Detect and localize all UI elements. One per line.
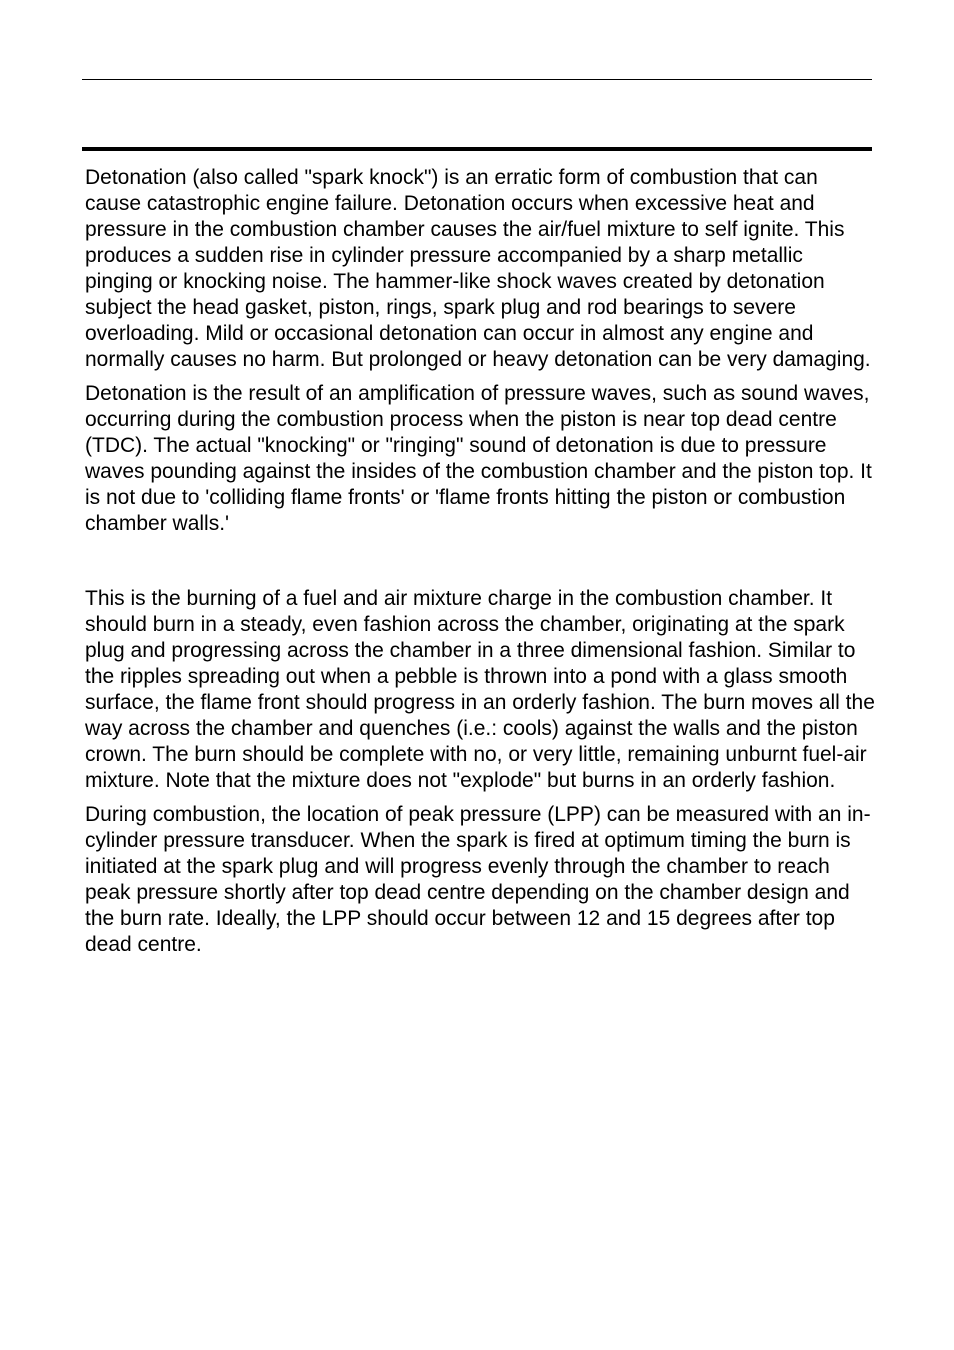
section-spacer bbox=[85, 537, 875, 586]
paragraph-spacer bbox=[85, 373, 875, 381]
document-body bbox=[85, 165, 875, 958]
paragraph-normal-combustion: This is the burning of a fuel and air mixture charge in the combustion chamber. It should burn in a steady, even fashion across the chamber, originating at the spark plug and progressing across the chamber in a three dimensional fashion. Similar to the ripples spreading out when a pebble is thrown into a pond with a glass smooth surface, the flame front should progress in an orderly fashion. The burn moves all the way across the chamber and quenches (i.e.: cools) against the walls and the piston crown. The burn should be complete with no, or very little, remaining unburnt fuel-air mixture. Note that the mixture does not "explode" but burns in an orderly fashion. bbox=[85, 587, 875, 792]
section-rule bbox=[82, 147, 872, 151]
paragraph-spacer bbox=[85, 794, 875, 802]
header-rule bbox=[82, 79, 872, 80]
paragraph-peak-pressure: During combustion, the location of peak pressure (LPP) can be measured with an in-cylinder pressure transducer. When the spark is fired at optimum timing the burn is initiated at the spark plug and will progress evenly through the chamber to reach peak pressure shortly after top dead centre depending on the chamber design and the burn rate. Ideally, the LPP should occur between 12 and 15 degrees after top dead centre. bbox=[85, 803, 871, 956]
paragraph-detonation-cause: Detonation is the result of an amplification of pressure waves, such as sound waves, occurring during the combustion process when the piston is near top dead centre (TDC). The actual "knocking" or "ringing" sound of detonation is due to pressure waves pounding against the insides of the combustion chamber and the piston top. It is not due to 'colliding flame fronts' or 'flame fronts hitting the piston or combustion chamber walls.' bbox=[85, 382, 872, 535]
paragraph-detonation-intro: Detonation (also called "spark knock") is an erratic form of combustion that can cause catastrophic engine failure. Detonation occurs when excessive heat and pressure in the combustion chamber causes the air/fuel mixture to self ignite. This produces a sudden rise in cylinder pressure accompanied by a sharp metallic pinging or knocking noise. The hammer-like shock waves created by detonation subject the head gasket, piston, rings, spark plug and rod bearings to severe overloading. Mild or occasional detonation can occur in almost any engine and normally causes no harm. But prolonged or heavy detonation can be very damaging. bbox=[85, 166, 871, 371]
